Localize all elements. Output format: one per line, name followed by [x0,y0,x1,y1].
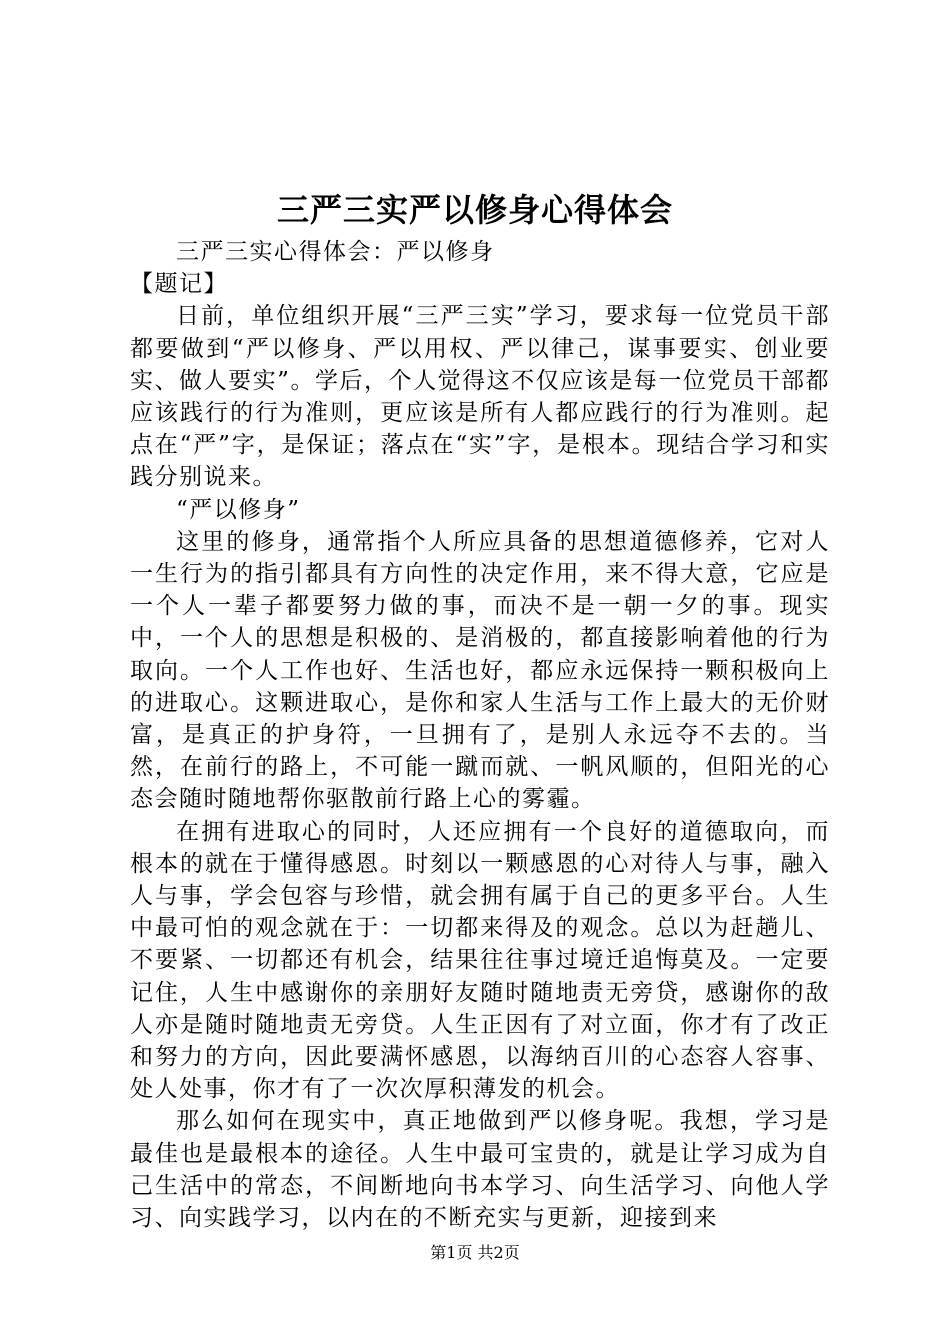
subtitle-paragraph: 三严三实心得体会：严以修身 [176,239,495,265]
body-paragraph: 这里的修身，通常指个人所应具备的思想道德修养，它对人一生行为的指引都具有方向性的决定作用，来不得大意，它应是一个人一辈子都要努力做的事，而决不是一朝一夕的事。现实中，一个人的思想是积极的、是消极的，都直接影响着他的行为取向。一个人工作也好、生活也好，都应永远保持一颗积极向上的进取心。这颗进取心，是你和家人生活与工作上最大的无价财富，是真正的护身符，一旦拥有了，是别人永远夺不去的。当然，在前行的路上，不可能一蹴而就、一帆风顺的，但阳光的心态会随时随地帮你驱散前行路上心的雾霾。 [130,528,830,813]
section-heading: “严以修身” [176,496,301,523]
intro-paragraph: 日前，单位组织开展“三严三实”学习，要求每一位党员干部都要做到“严以修身、严以用权、严以律己，谋事要实、创业要实、做人要实”。学后，个人觉得这不仅应该是每一位党员干部都应该践行的行为准则，更应该是所有人都应践行的行为准则。起点在“严”字，是保证；落点在“实”字，是根本。现结合学习和实践分别说来。 [130,303,830,491]
document-title: 三严三实严以修身心得体会 [276,191,673,229]
document-body [130,236,830,1234]
page-footer: 第1页 共2页 [430,1243,520,1262]
body-paragraph: 在拥有进取心的同时，人还应拥有一个良好的道德取向，而根本的就在于懂得感恩。时刻以一颗感恩的心对待人与事，融入人与事，学会包容与珍惜，就会拥有属于自己的更多平台。人生中最可怕的观念就在于：一切都来得及的观念。总以为赶趟儿、不要紧、一切都还有机会，结果往往事过境迁追悔莫及。一定要记住，人生中感谢你的亲朋好友随时随地责无旁贷，感谢你的敌人亦是随时随地责无旁贷。人生正因有了对立面，你才有了改正和努力的方向，因此要满怀感恩，以海纳百川的心态容人容事、处人处事，你才有了一次次厚积薄发的机会。 [130,818,830,1103]
body-paragraph: 那么如何在现实中，真正地做到严以修身呢。我想，学习是最佳也是最根本的途径。人生中最可宝贵的，就是让学习成为自己生活中的常态，不间断地向书本学习、向生活学习、向他人学习、向实践学习，以内在的不断充实与更新，迎接到来 [130,1108,830,1232]
epigraph-heading: 【题记】 [130,271,228,298]
